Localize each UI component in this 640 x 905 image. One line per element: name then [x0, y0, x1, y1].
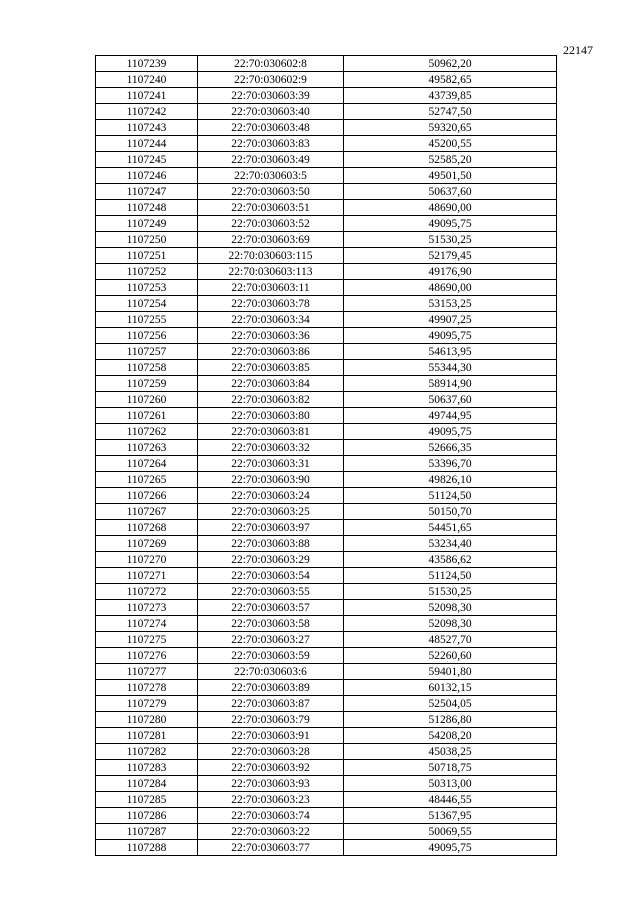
row-number-cell: 1107263 [96, 440, 198, 456]
table-row [96, 184, 557, 200]
value-cell: 49095,75 [344, 424, 557, 440]
table-row [96, 168, 557, 184]
cadastral-number-cell: 22:70:030603:86 [198, 344, 344, 360]
table-row [96, 776, 557, 792]
value-cell: 50069,55 [344, 824, 557, 840]
cadastral-number-cell: 22:70:030603:78 [198, 296, 344, 312]
value-cell: 52504,05 [344, 696, 557, 712]
cadastral-number-cell: 22:70:030603:74 [198, 808, 344, 824]
cadastral-number-cell: 22:70:030603:31 [198, 456, 344, 472]
table-row [96, 840, 557, 856]
value-cell: 49095,75 [344, 328, 557, 344]
value-cell: 54208,20 [344, 728, 557, 744]
table-row [96, 712, 557, 728]
value-cell: 53396,70 [344, 456, 557, 472]
table-row [96, 472, 557, 488]
cadastral-number-cell: 22:70:030603:88 [198, 536, 344, 552]
cadastral-number-cell: 22:70:030603:22 [198, 824, 344, 840]
table-row [96, 56, 557, 72]
cadastral-number-cell: 22:70:030603:93 [198, 776, 344, 792]
value-cell: 48690,00 [344, 280, 557, 296]
value-cell: 49095,75 [344, 840, 557, 856]
cadastral-number-cell: 22:70:030603:49 [198, 152, 344, 168]
table-row [96, 536, 557, 552]
row-number-cell: 1107257 [96, 344, 198, 360]
table-row [96, 440, 557, 456]
table-row [96, 328, 557, 344]
value-cell: 52098,30 [344, 600, 557, 616]
value-cell: 45038,25 [344, 744, 557, 760]
value-cell: 54451,65 [344, 520, 557, 536]
cadastral-number-cell: 22:70:030603:36 [198, 328, 344, 344]
value-cell: 51124,50 [344, 488, 557, 504]
row-number-cell: 1107288 [96, 840, 198, 856]
cadastral-number-cell: 22:70:030603:11 [198, 280, 344, 296]
data-table [95, 55, 557, 856]
value-cell: 43586,62 [344, 552, 557, 568]
table-row [96, 296, 557, 312]
cadastral-number-cell: 22:70:030603:50 [198, 184, 344, 200]
value-cell: 52179,45 [344, 248, 557, 264]
row-number-cell: 1107245 [96, 152, 198, 168]
table-row [96, 504, 557, 520]
table-row [96, 344, 557, 360]
value-cell: 52747,50 [344, 104, 557, 120]
row-number-cell: 1107244 [96, 136, 198, 152]
cadastral-number-cell: 22:70:030603:55 [198, 584, 344, 600]
row-number-cell: 1107247 [96, 184, 198, 200]
table-row [96, 744, 557, 760]
row-number-cell: 1107273 [96, 600, 198, 616]
cadastral-number-cell: 22:70:030603:69 [198, 232, 344, 248]
value-cell: 53234,40 [344, 536, 557, 552]
cadastral-number-cell: 22:70:030603:59 [198, 648, 344, 664]
value-cell: 45200,55 [344, 136, 557, 152]
value-cell: 51124,50 [344, 568, 557, 584]
table-row [96, 72, 557, 88]
cadastral-number-cell: 22:70:030603:57 [198, 600, 344, 616]
row-number-cell: 1107282 [96, 744, 198, 760]
cadastral-number-cell: 22:70:030603:25 [198, 504, 344, 520]
table-body [96, 56, 557, 856]
value-cell: 52666,35 [344, 440, 557, 456]
cadastral-number-cell: 22:70:030603:6 [198, 664, 344, 680]
value-cell: 50637,60 [344, 184, 557, 200]
value-cell: 48527,70 [344, 632, 557, 648]
row-number-cell: 1107269 [96, 536, 198, 552]
value-cell: 55344,30 [344, 360, 557, 376]
cadastral-number-cell: 22:70:030602:9 [198, 72, 344, 88]
row-number-cell: 1107253 [96, 280, 198, 296]
cadastral-number-cell: 22:70:030603:81 [198, 424, 344, 440]
cadastral-number-cell: 22:70:030603:79 [198, 712, 344, 728]
cadastral-number-cell: 22:70:030603:54 [198, 568, 344, 584]
value-cell: 51367,95 [344, 808, 557, 824]
row-number-cell: 1107287 [96, 824, 198, 840]
value-cell: 49501,50 [344, 168, 557, 184]
value-cell: 51530,25 [344, 232, 557, 248]
cadastral-number-cell: 22:70:030603:40 [198, 104, 344, 120]
table-row [96, 312, 557, 328]
cadastral-number-cell: 22:70:030603:89 [198, 680, 344, 696]
cadastral-number-cell: 22:70:030603:39 [198, 88, 344, 104]
row-number-cell: 1107243 [96, 120, 198, 136]
row-number-cell: 1107255 [96, 312, 198, 328]
cadastral-number-cell: 22:70:030603:83 [198, 136, 344, 152]
cadastral-number-cell: 22:70:030603:85 [198, 360, 344, 376]
value-cell: 50637,60 [344, 392, 557, 408]
row-number-cell: 1107280 [96, 712, 198, 728]
row-number-cell: 1107259 [96, 376, 198, 392]
row-number-cell: 1107264 [96, 456, 198, 472]
cadastral-number-cell: 22:70:030603:82 [198, 392, 344, 408]
row-number-cell: 1107262 [96, 424, 198, 440]
row-number-cell: 1107276 [96, 648, 198, 664]
row-number-cell: 1107272 [96, 584, 198, 600]
cadastral-number-cell: 22:70:030603:24 [198, 488, 344, 504]
row-number-cell: 1107267 [96, 504, 198, 520]
row-number-cell: 1107285 [96, 792, 198, 808]
table-row [96, 824, 557, 840]
table-row [96, 616, 557, 632]
value-cell: 52585,20 [344, 152, 557, 168]
row-number-cell: 1107258 [96, 360, 198, 376]
row-number-cell: 1107283 [96, 760, 198, 776]
table-row [96, 88, 557, 104]
cadastral-number-cell: 22:70:030603:5 [198, 168, 344, 184]
page-number: 22147 [563, 43, 593, 57]
row-number-cell: 1107254 [96, 296, 198, 312]
cadastral-number-cell: 22:70:030603:90 [198, 472, 344, 488]
table-row [96, 264, 557, 280]
row-number-cell: 1107261 [96, 408, 198, 424]
table-row [96, 136, 557, 152]
cadastral-number-cell: 22:70:030603:77 [198, 840, 344, 856]
cadastral-number-cell: 22:70:030603:34 [198, 312, 344, 328]
row-number-cell: 1107266 [96, 488, 198, 504]
cadastral-number-cell: 22:70:030602:8 [198, 56, 344, 72]
cadastral-number-cell: 22:70:030603:113 [198, 264, 344, 280]
row-number-cell: 1107260 [96, 392, 198, 408]
value-cell: 49582,65 [344, 72, 557, 88]
row-number-cell: 1107284 [96, 776, 198, 792]
value-cell: 50962,20 [344, 56, 557, 72]
row-number-cell: 1107279 [96, 696, 198, 712]
table-row [96, 728, 557, 744]
cadastral-number-cell: 22:70:030603:92 [198, 760, 344, 776]
cadastral-number-cell: 22:70:030603:87 [198, 696, 344, 712]
cadastral-number-cell: 22:70:030603:52 [198, 216, 344, 232]
cadastral-number-cell: 22:70:030603:58 [198, 616, 344, 632]
value-cell: 50313,00 [344, 776, 557, 792]
table-row [96, 664, 557, 680]
table-row [96, 680, 557, 696]
cadastral-number-cell: 22:70:030603:115 [198, 248, 344, 264]
table-row [96, 360, 557, 376]
table-row [96, 696, 557, 712]
cadastral-number-cell: 22:70:030603:91 [198, 728, 344, 744]
value-cell: 49744,95 [344, 408, 557, 424]
table-row [96, 488, 557, 504]
row-number-cell: 1107239 [96, 56, 198, 72]
table-row [96, 792, 557, 808]
table-row [96, 280, 557, 296]
cadastral-number-cell: 22:70:030603:51 [198, 200, 344, 216]
table-row [96, 808, 557, 824]
table-row [96, 456, 557, 472]
table-row [96, 216, 557, 232]
table-row [96, 408, 557, 424]
row-number-cell: 1107242 [96, 104, 198, 120]
value-cell: 49826,10 [344, 472, 557, 488]
row-number-cell: 1107246 [96, 168, 198, 184]
table-row [96, 200, 557, 216]
cadastral-number-cell: 22:70:030603:29 [198, 552, 344, 568]
cadastral-number-cell: 22:70:030603:97 [198, 520, 344, 536]
table-row [96, 120, 557, 136]
row-number-cell: 1107268 [96, 520, 198, 536]
row-number-cell: 1107274 [96, 616, 198, 632]
table-row [96, 520, 557, 536]
table-row [96, 568, 557, 584]
row-number-cell: 1107271 [96, 568, 198, 584]
value-cell: 52098,30 [344, 616, 557, 632]
value-cell: 53153,25 [344, 296, 557, 312]
row-number-cell: 1107265 [96, 472, 198, 488]
row-number-cell: 1107241 [96, 88, 198, 104]
value-cell: 51530,25 [344, 584, 557, 600]
value-cell: 59401,80 [344, 664, 557, 680]
row-number-cell: 1107252 [96, 264, 198, 280]
row-number-cell: 1107286 [96, 808, 198, 824]
cadastral-number-cell: 22:70:030603:32 [198, 440, 344, 456]
value-cell: 50150,70 [344, 504, 557, 520]
value-cell: 51286,80 [344, 712, 557, 728]
table-row [96, 648, 557, 664]
row-number-cell: 1107250 [96, 232, 198, 248]
value-cell: 59320,65 [344, 120, 557, 136]
table-row [96, 584, 557, 600]
table-row [96, 248, 557, 264]
value-cell: 50718,75 [344, 760, 557, 776]
value-cell: 48446,55 [344, 792, 557, 808]
row-number-cell: 1107256 [96, 328, 198, 344]
table-row [96, 232, 557, 248]
table-row [96, 392, 557, 408]
value-cell: 49095,75 [344, 216, 557, 232]
cadastral-number-cell: 22:70:030603:84 [198, 376, 344, 392]
row-number-cell: 1107275 [96, 632, 198, 648]
value-cell: 60132,15 [344, 680, 557, 696]
value-cell: 48690,00 [344, 200, 557, 216]
value-cell: 54613,95 [344, 344, 557, 360]
row-number-cell: 1107277 [96, 664, 198, 680]
value-cell: 58914,90 [344, 376, 557, 392]
cadastral-number-cell: 22:70:030603:28 [198, 744, 344, 760]
table-row [96, 104, 557, 120]
table-row [96, 760, 557, 776]
row-number-cell: 1107278 [96, 680, 198, 696]
value-cell: 43739,85 [344, 88, 557, 104]
row-number-cell: 1107248 [96, 200, 198, 216]
cadastral-number-cell: 22:70:030603:23 [198, 792, 344, 808]
table-row [96, 424, 557, 440]
cadastral-number-cell: 22:70:030603:27 [198, 632, 344, 648]
row-number-cell: 1107249 [96, 216, 198, 232]
cadastral-number-cell: 22:70:030603:80 [198, 408, 344, 424]
value-cell: 52260,60 [344, 648, 557, 664]
table-row [96, 376, 557, 392]
value-cell: 49176,90 [344, 264, 557, 280]
table-row [96, 552, 557, 568]
table-row [96, 632, 557, 648]
row-number-cell: 1107251 [96, 248, 198, 264]
cadastral-number-cell: 22:70:030603:48 [198, 120, 344, 136]
row-number-cell: 1107270 [96, 552, 198, 568]
value-cell: 49907,25 [344, 312, 557, 328]
table-row [96, 600, 557, 616]
row-number-cell: 1107281 [96, 728, 198, 744]
row-number-cell: 1107240 [96, 72, 198, 88]
table-row [96, 152, 557, 168]
